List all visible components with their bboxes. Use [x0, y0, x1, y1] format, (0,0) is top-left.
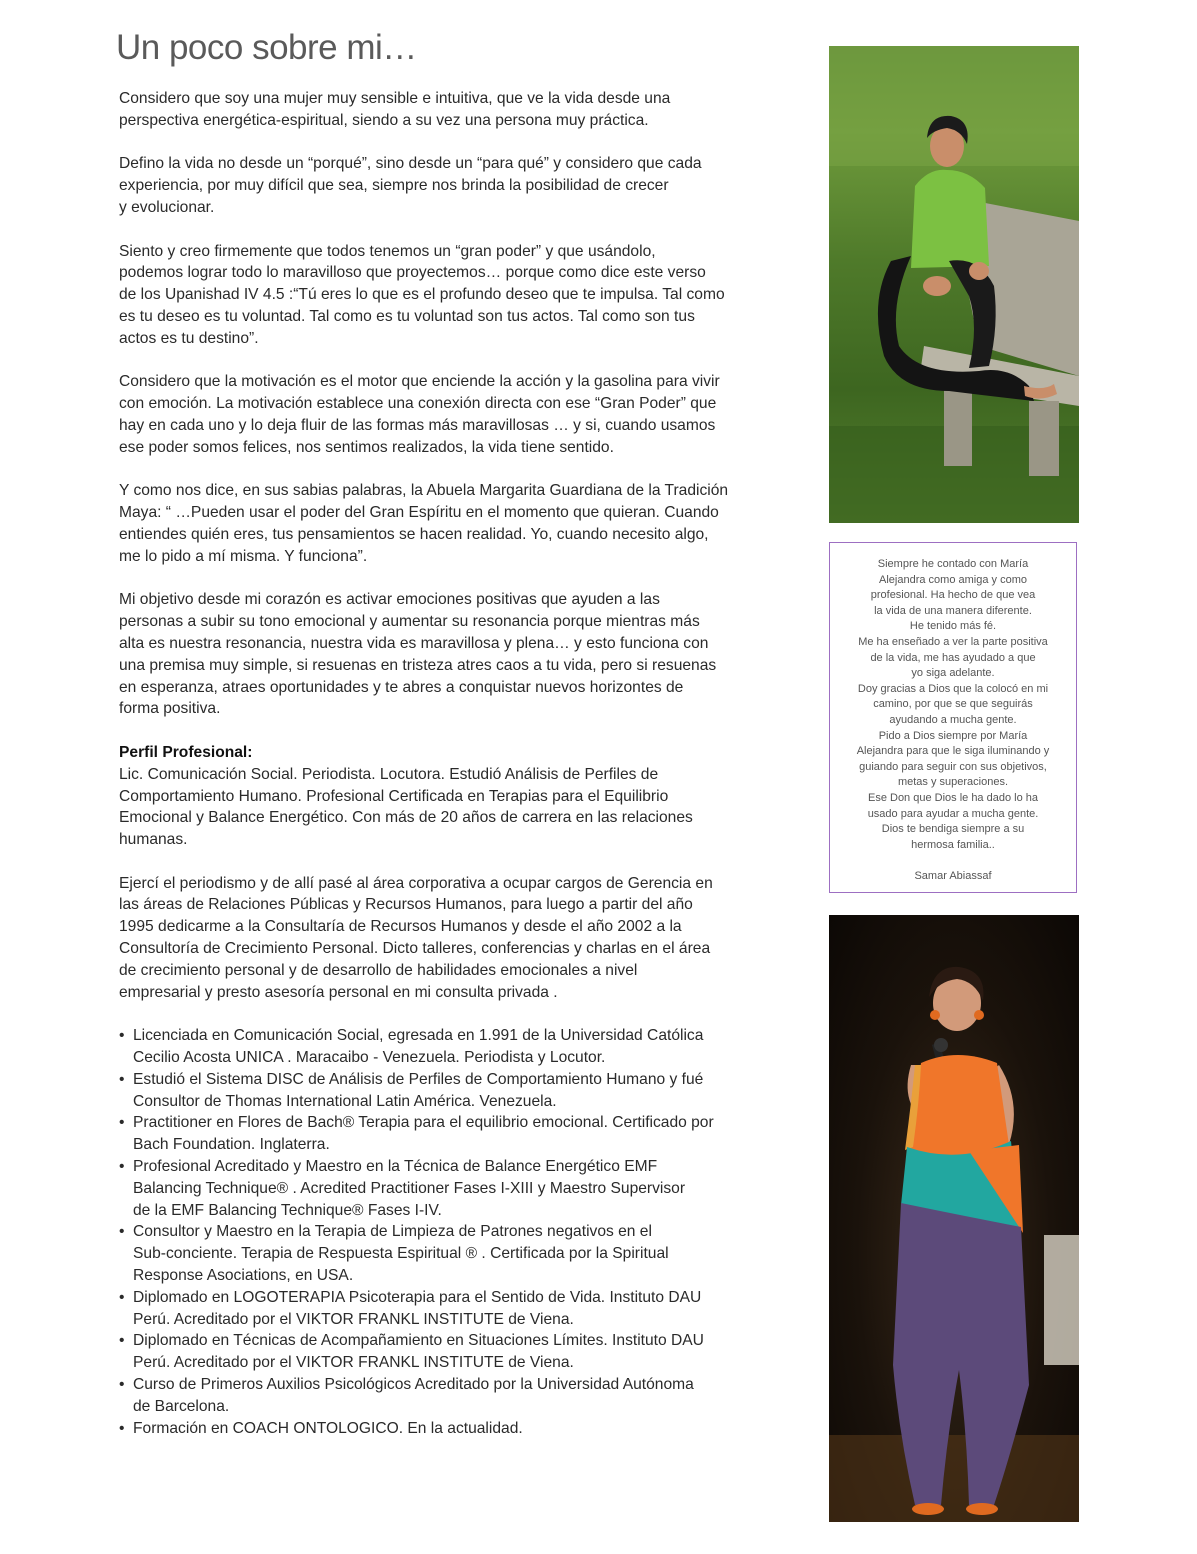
intro-paragraph: Siento y creo firmemente que todos tenemos un “gran poder” y que usándolo, podemos lograr todo lo maravilloso que proyectemos… porque como dice este verso de los Upanishad IV 4.5 :“Tú eres lo que es el profundo deseo que te impulsa. Tal como es tu deseo es tu voluntad. Tal como es tu voluntad son tus actos. Tal como son tus actos es tu destino”. [119, 242, 725, 347]
credential-text: Profesional Acreditado y Maestro en la Técnica de Balance Energético EMF Balancing Technique® . Acredited Practitioner Fases I-XIII y Maestro Supervisor de la EMF Balancing Technique® Fases I-IV. [133, 1158, 686, 1219]
bullet-icon: • [119, 1223, 125, 1241]
testimonial-box [829, 542, 1077, 893]
bullet-icon: • [119, 1070, 125, 1088]
intro-paragraph: Defino la vida no desde un “porqué”, sino desde un “para qué” y considero que cada experiencia, por muy difícil que sea, siempre nos brinda la posibilidad de crecer y evolucionar. [119, 155, 702, 216]
credential-text: Diplomado en LOGOTERAPIA Psicoterapia para el Sentido de Vida. Instituto DAU Perú. Acreditado por el VIKTOR FRANKL INSTITUTE de Viena. [133, 1288, 702, 1328]
credential-text: Consultor y Maestro en la Terapia de Limpieza de Patrones negativos en el Sub-conciente. Terapia de Respuesta Espiritual ® . Certificada por la Spiritual Response Asociations, en USA. [133, 1223, 669, 1285]
bullet-icon: • [119, 1027, 125, 1045]
bench-portrait-illustration [829, 46, 1079, 523]
page-title: Un poco sobre mi… [116, 28, 417, 67]
credential-item [119, 1221, 779, 1286]
credential-text: Estudió el Sistema DISC de Análisis de Perfiles de Comportamiento Humano y fué Consultor de Thomas International Latin América. Venezuela. [133, 1070, 704, 1110]
credential-text: Licenciada en Comunicación Social, egresada en 1.991 de la Universidad Católica Cecilio Acosta UNICA . Maracaibo - Venezuela. Periodista y Locutor. [133, 1027, 704, 1067]
credential-item [119, 1418, 779, 1440]
credential-item [119, 1025, 779, 1069]
stage-speaker-photo [829, 915, 1079, 1522]
credential-item [119, 1287, 779, 1331]
bullet-icon: • [119, 1376, 125, 1394]
intro-paragraph: Considero que la motivación es el motor que enciende la acción y la gasolina para vivir con emoción. La motivación establece una conexión directa con ese “Gran Poder” que hay en cada uno y lo deja fluir de las formas más maravillosas … y si, cuando usamos ese poder somos felices, nos sentimos realizados, la vida tiene sentido. [119, 373, 720, 456]
profile-paragraph: Ejercí el periodismo y de allí pasé al área corporativa a ocupar cargos de Gerencia en las áreas de Relaciones Públicas y Recursos Humanos, para luego a partir del año 1995 dedicarme a la Consultaría de Recursos Humanos y desde el año 2002 a la Consultoría de Crecimiento Personal. Dicto talleres, conferencias y charlas en el área de crecimiento personal y de desarrollo de habilidades emocionales a nivel empresarial y presto asesoría personal en mi consulta privada . [119, 874, 713, 1001]
testimonial-author: Samar Abiassaf [914, 869, 992, 882]
profile-heading: Perfil Profesional: [119, 743, 253, 761]
intro-paragraph: Y como nos dice, en sus sabias palabras, la Abuela Margarita Guardiana de la Tradición Maya: “ …Pueden usar el poder del Gran Espíritu en el momento que quieran. Cuando entiendes quién eres, tus pensamientos se hacen realidad. Yo, cuando necesito algo, me lo pido a mí misma. Y funciona”. [119, 482, 729, 565]
profile-paragraph: Lic. Comunicación Social. Periodista. Locutora. Estudió Análisis de Perfiles de Comportamiento Humano. Profesional Certificada en Terapias para el Equilibrio Emocional y Balance Energético. Con más de 20 años de carrera en las relaciones humanas. [119, 765, 693, 849]
bench-portrait-photo [829, 46, 1079, 523]
intro-paragraph: Considero que soy una mujer muy sensible e intuitiva, que ve la vida desde una perspectiva energética-espiritual, siendo a su vez una persona muy práctica. [119, 90, 671, 129]
credentials-list [119, 1025, 779, 1439]
credential-item [119, 1069, 779, 1113]
credential-text: Practitioner en Flores de Bach® Terapia para el equilibrio emocional. Certificado por Bach Foundation. Inglaterra. [133, 1114, 714, 1154]
bullet-icon: • [119, 1288, 125, 1306]
credential-text: Curso de Primeros Auxilios Psicológicos Acreditado por la Universidad Autónoma de Barcelona. [133, 1376, 694, 1415]
stage-speaker-illustration [829, 915, 1079, 1522]
bullet-icon: • [119, 1332, 125, 1350]
bullet-icon: • [119, 1114, 125, 1132]
credential-text: Diplomado en Técnicas de Acompañamiento en Situaciones Límites. Instituto DAU Perú. Acreditado por el VIKTOR FRANKL INSTITUTE de Viena. [133, 1332, 704, 1372]
credential-item [119, 1156, 779, 1221]
credential-item [119, 1374, 779, 1418]
intro-paragraph: Mi objetivo desde mi corazón es activar emociones positivas que ayuden a las personas a subir su tono emocional y aumentar su resonancia porque mientras más alta es nuestra resonancia, nuestra vida es maravillosa y plena… y esto funciona con una premisa muy simple, si resuenas en tristeza atres caos a tu vida, pero si resuenas en esperanza, atraes oportunidades y te abres a conquistar nuevos horizontes de forma positiva. [119, 591, 717, 718]
main-content [119, 88, 779, 1439]
credential-item [119, 1112, 779, 1156]
bullet-icon: • [119, 1158, 125, 1176]
testimonial-quote: Siempre he contado con María Alejandra como amiga y como profesional. Ha hecho de que vea la vida de una manera diferente. He tenido más fé. Me ha enseñado a ver la parte positiva de la vida, me has ayudado a que yo siga adelante. Doy gracias a Dios que la colocó en mi camino, por que se que seguirás ayudando a mucha gente. Pido a Dios siempre por María Alejandra para que le siga iluminando y guiando para seguir con sus objetivos, metas y superaciones. Ese Don que Dios le ha dado lo ha usado para ayudar a mucha gente. Dios te bendiga siempre a su hermosa familia.. [856, 558, 1050, 851]
credential-item [119, 1330, 779, 1374]
bullet-icon: • [119, 1419, 125, 1437]
credential-text: Formación en COACH ONTOLOGICO. En la actualidad. [133, 1419, 523, 1437]
